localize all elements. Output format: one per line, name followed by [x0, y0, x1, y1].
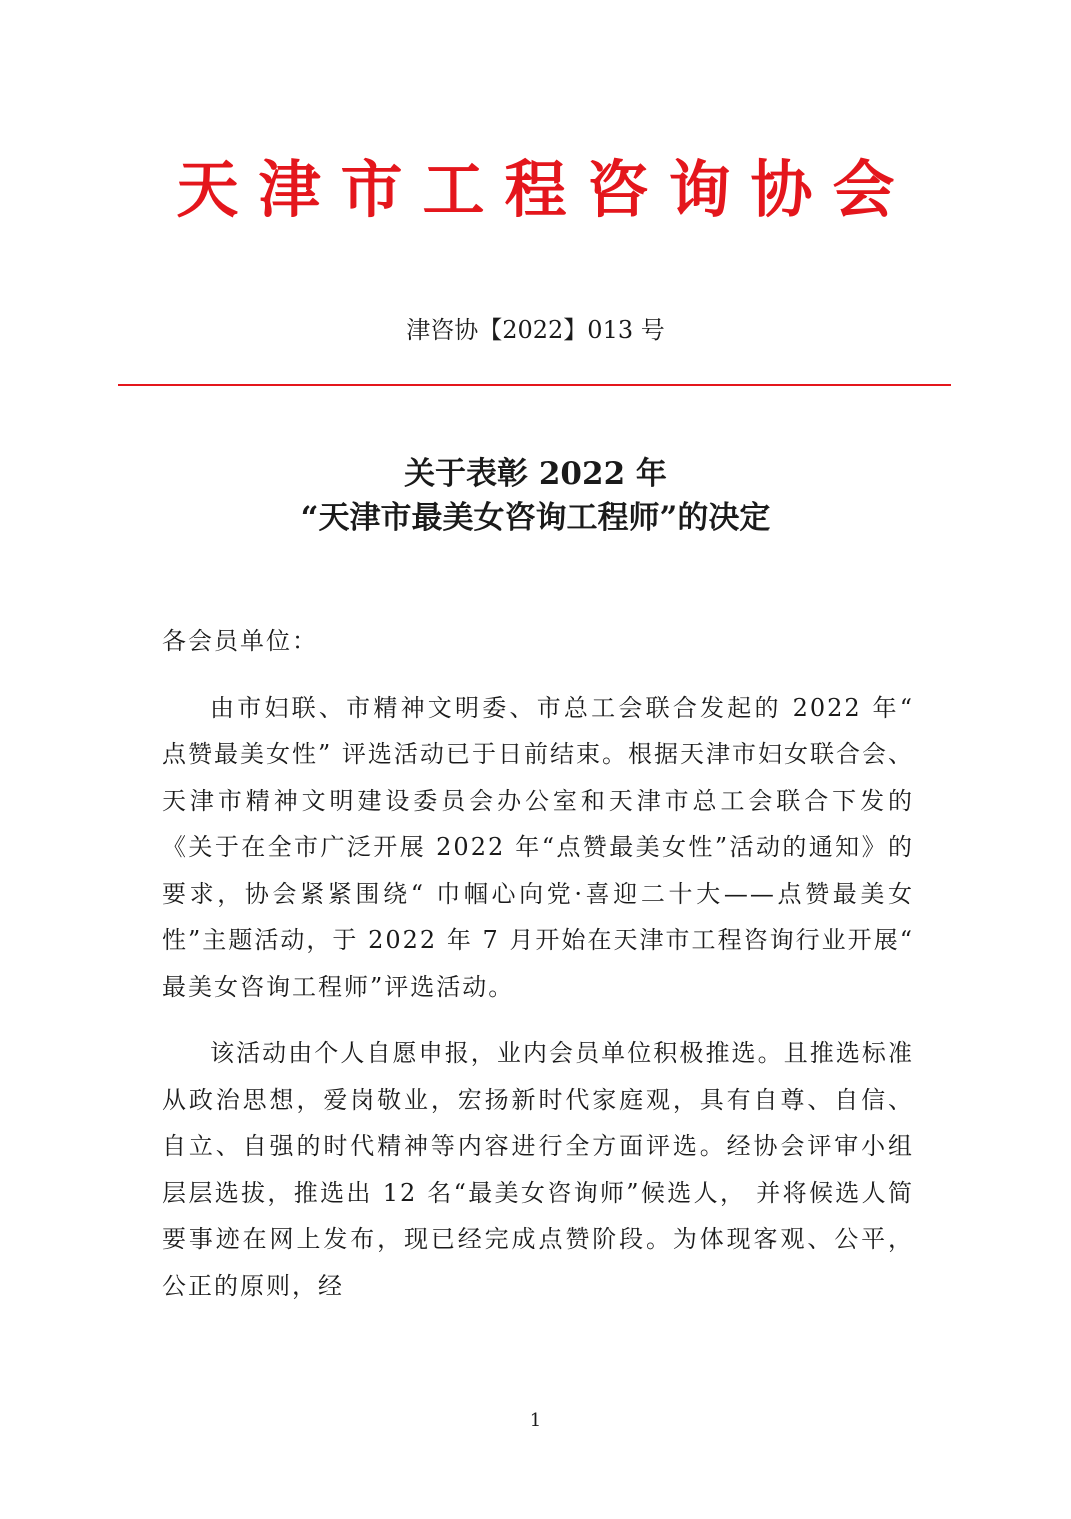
red-divider-line	[118, 384, 951, 386]
salutation: 各会员单位：	[162, 627, 318, 655]
organization-masthead: 天津市工程咨询协会	[176, 153, 915, 226]
title-line-1: 关于表彰 2022 年	[404, 456, 667, 492]
title-line-2: “天津市最美女咨询工程师”的决定	[300, 500, 771, 536]
document-title	[0, 452, 1071, 540]
document-body	[162, 618, 914, 1329]
page-number: 1	[529, 1410, 542, 1431]
body-paragraph-2: 该活动由个人自愿申报，业内会员单位积极推选。且推选标准从政治思想，爱岗敬业，宏扬新时代家庭观，具有自尊、自信、自立、自强的时代精神等内容进行全方面评选。经协会评审小组层层选拔，推选出 12 名“最美女咨询师”候选人， 并将候选人简要事迹在网上发布，现已经完成点赞阶段。为体现客观、公平，公正的原则，经	[162, 1039, 914, 1300]
body-paragraph-1: 由市妇联、市精神文明委、市总工会联合发起的 2022 年“ 点赞最美女性” 评选活动已于日前结束。根据天津市妇女联合会、天津市精神文明建设委员会办公室和天津市总工会联合下发的《关于在全市广泛开展 2022 年“点赞最美女性”活动的通知》的要求，协会紧紧围绕“ 巾帼心向党·喜迎二十大——点赞最美女性”主题活动，于 2022 年 7 月开始在天津市工程咨询行业开展“ 最美女咨询工程师”评选活动。	[162, 693, 914, 1001]
document-number: 津咨协【2022】013 号	[406, 316, 665, 344]
